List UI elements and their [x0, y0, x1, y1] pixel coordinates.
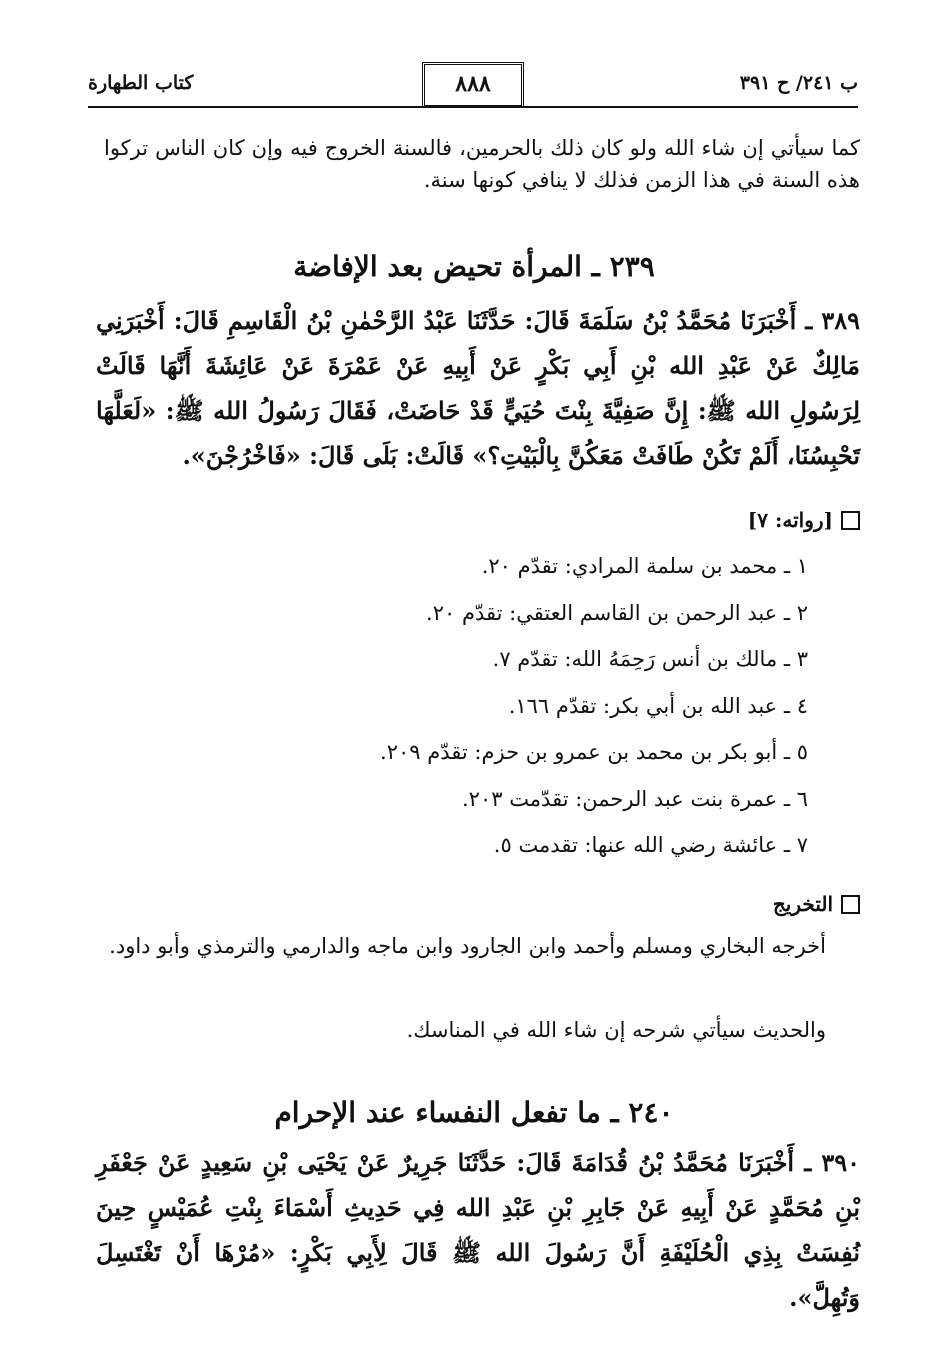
page-number: ٨٨٨ — [422, 62, 524, 108]
chapter-240-heading: ٢٤٠ ـ ما تفعل النفساء عند الإحرام — [274, 1096, 674, 1129]
narrators-section-title — [748, 508, 860, 532]
narrators-list — [168, 543, 808, 869]
narrator-item: ٥ ـ أبو بكر بن محمد بن عمرو بن حزم: تقدّم ٢٠٩. — [380, 740, 808, 764]
narrator-item: ١ ـ محمد بن سلمة المرادي: تقدّم ٢٠. — [481, 554, 808, 578]
book-title: كتاب الطهارة — [88, 72, 194, 94]
narrator-item: ٣ ـ مالك بن أنس رَحِمَهُ الله: تقدّم ٧. — [492, 647, 808, 671]
square-bullet-icon — [841, 895, 860, 914]
commentary-note: والحديث سيأتي شرحه إن شاء الله في المناسك. — [406, 1018, 826, 1042]
chapter-reference: ب ٢٤١/ ح ٣٩١ — [739, 72, 858, 94]
chapter-239-heading: ٢٣٩ ـ المرأة تحيض بعد الإفاضة — [293, 250, 655, 283]
intro-paragraph: كما سيأتي إن شاء الله ولو كان ذلك بالحرمين، فالسنة الخروج فيه وإن كان الناس تركوا هذه السنة في هذا الزمن فذلك لا ينافي كونها سنة. — [104, 136, 860, 192]
running-header — [88, 62, 858, 108]
narrator-item: ٧ ـ عائشة رضي الله عنها: تقدمت ٥. — [493, 833, 808, 857]
takhrij-title-text: التخريج — [772, 892, 833, 916]
takhrij-paragraph: أخرجه البخاري ومسلم وأحمد وابن الجارود وابن ماجه والدارمي والترمذي وأبو داود. — [109, 934, 826, 958]
narrator-item: ٦ ـ عمرة بنت عبد الرحمن: تقدّمت ٢٠٣. — [461, 786, 808, 811]
narrator-item: ٢ ـ عبد الرحمن بن القاسم العتقي: تقدّم ٢٠. — [426, 600, 808, 625]
hadith-389: ٣٨٩ ـ أَخْبَرَنَا مُحَمَّدُ بْنُ سَلَمَةَ قَالَ: حَدَّثَنَا عَبْدُ الرَّحْمٰنِ بْنُ الْقَاسِمِ قَالَ: أَخْبَرَنِي مَالِكٌ عَنْ عَبْدِ الله بْنِ أَبِي بَكْرٍ عَنْ أَبِيهِ عَنْ عَمْرَةَ عَنْ عَائِشَةَ أَنَّهَا قَالَتْ لِرَسُولِ الله ﷺ: إِنَّ صَفِيَّةَ بِنْتَ حُيَيٍّ قَدْ حَاضَتْ، فَقَالَ رَسُولُ الله ﷺ: «لَعَلَّهَا تَحْبِسُنَا، أَلَمْ تَكُنْ طَافَتْ مَعَكُنَّ بِالْبَيْتِ؟» قَالَتْ: بَلَى قَالَ: «فَاخْرُجْنَ». — [96, 306, 861, 470]
narrator-item: ٤ ـ عبد الله بن أبي بكر: تقدّم ١٦٦. — [508, 693, 808, 718]
narrators-title-text: [رواته: ٧] — [747, 508, 833, 532]
takhrij-section-title — [773, 892, 860, 916]
hadith-390: ٣٩٠ ـ أَخْبَرَنَا مُحَمَّدُ بْنُ قُدَامَةَ قَالَ: حَدَّثَنَا جَرِيرٌ عَنْ يَحْيَى بْنِ سَعِيدٍ عَنْ جَعْفَرِ بْنِ مُحَمَّدٍ عَنْ أَبِيهِ عَنْ جَابِرِ بْنِ عَبْدِ الله فِي حَدِيثِ أَسْمَاءَ بِنْتِ عُمَيْسٍ حِينَ نُفِسَتْ بِذِي الْحُلَيْفَةِ أَنَّ رَسُولَ الله ﷺ قَالَ لِأَبِي بَكْرٍ: «مُرْهَا أَنْ تَغْتَسِلَ وَتُهِلَّ». — [96, 1148, 860, 1312]
square-bullet-icon — [841, 511, 860, 530]
header-divider — [88, 106, 858, 108]
